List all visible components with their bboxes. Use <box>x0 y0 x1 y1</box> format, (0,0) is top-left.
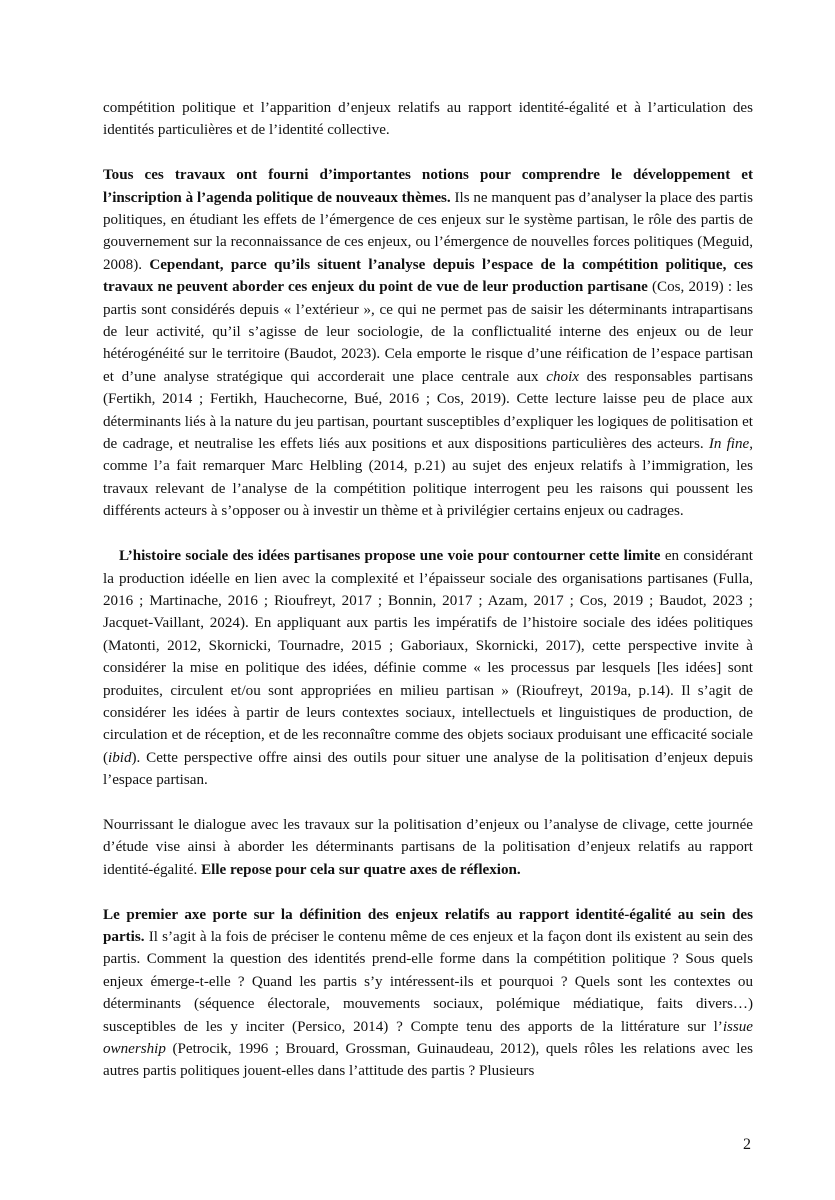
italic-text: choix <box>546 368 579 385</box>
paragraph <box>103 164 753 523</box>
text-span: en considérant la production idéelle en lien avec la complexité et l’épaisseur sociale des organisations partisanes (Fulla, 2016 ; Martinache, 2016 ; Rioufreyt, 2017 ; Bonnin, 2017 ; Azam, 2017 ; Cos, 2019 ; Baudot, 2023 ; Jacquet-Vaillant, 2024). En appliquant aux partis les impératifs de l’histoire sociale des idées politiques (Matonti, 2012, Skornicki, Tournadre, 2015 ; Gaboriaux, Skornicki, 2017), cette perspective invite à considérer la mise en politique des idées, définie comme « les processus par lesquels [les idées] sont produites, circulent et/ou sont appropriées en milieu partisan » (Rioufreyt, 2019a, p.14). Il s’agit de considérer les idées à partir de leurs contextes sociaux, intellectuels et linguistiques de production, de circulation et de réception, et de les reconnaître comme des objets sociaux produisant une efficacité sociale ( <box>103 548 753 766</box>
text-span: Il s’agit à la fois de préciser le contenu même de ces enjeux et la façon dont ils existent au sein des partis. Comment la question des identités prend-elle forme dans la compétition politique ? Sous quels enjeux émerge-t-elle ? Quand les partis s’y intéressent-ils et pourquoi ? Quels sont les contextes ou déterminants (séquence électorale, mouvements sociaux, polémique médiatique, faits divers…) susceptibles de les y inciter (Persico, 2014) ? Compte tenu des apports de la littérature sur l’ <box>103 928 753 1035</box>
paragraph <box>103 904 753 1083</box>
paragraph <box>103 545 753 791</box>
page-number: 2 <box>743 1136 751 1153</box>
bold-text: L’histoire sociale des idées partisanes propose une voie pour contourner cette limite <box>119 548 661 565</box>
text-span: (Petrocik, 1996 ; Brouard, Grossman, Guinaudeau, 2012), quels rôles les relations avec les autres partis politiques jouent-elles dans l’attitude des partis ? Plusieurs <box>103 1041 753 1080</box>
text-span: des responsables partisans (Fertikh, 2014 ; Fertikh, Hauchecorne, Bué, 2016 ; Cos, 2019). Cette lecture laisse peu de place aux déterminants liés à la nature du jeu partisan, pourtant susceptibles d’expliquer les logiques de politisation et de cadrage, et neutralise les effets liés aux positions et aux dispositions particulières des acteurs. <box>103 368 753 453</box>
text-span: , comme l’a fait remarquer Marc Helbling (2014, p.21) au sujet des enjeux relatifs à l’immigration, les travaux relevant de l’analyse de la compétition politique interrogent peu les raisons qui poussent les différents acteurs à s’opposer ou à investir un thème et à privilégier certains enjeux ou cadrages. <box>103 436 753 520</box>
bold-text: Elle repose pour cela sur quatre axes de réflexion. <box>201 861 521 878</box>
text-span: Ils ne manquent pas d’analyser la place des partis politiques, en étudiant les effets de l’émergence de ces enjeux sur le système partisan, le rôle des partis de gouvernement sur la reconnaissance de ces enjeux, ou l’émergence de nouvelles forces politiques (Meguid, 2008). <box>103 189 753 273</box>
bold-text: Le premier axe porte sur la définition des enjeux relatifs au rapport identité-égalité au sein des partis. <box>103 906 753 945</box>
italic-text: ibid <box>108 749 132 766</box>
text-span: ). Cette perspective offre ainsi des outils pour situer une analyse de la politisation d’enjeux depuis l’espace partisan. <box>103 749 753 789</box>
text-span: Nourrissant le dialogue avec les travaux sur la politisation d’enjeux ou l’analyse de clivage, cette journée d’étude vise ainsi à aborder les déterminants partisans de la politisation d’enjeux relatifs au rapport identité-égalité. <box>103 816 753 878</box>
italic-text: issue ownership <box>103 1018 753 1057</box>
italic-text: In fine <box>708 436 750 453</box>
bold-text: Tous ces travaux ont fourni d’importantes notions pour comprendre le développement et l’inscription à l’agenda politique de nouveaux thèmes. <box>103 167 753 206</box>
text-span: (Cos, 2019) : les partis sont considérés depuis « l’extérieur », ce qui ne permet pas de saisir les déterminants intrapartisans de leur activité, qu’il s’agisse de leur sociologie, de la conflictualité interne des enjeux ou de leur hétérogénéité sur le territoire (Baudot, 2023). Cela emporte le risque d’une réification de l’espace partisan et d’une analyse stratégique qui accorderait une place centrale aux <box>103 279 753 385</box>
paragraph <box>103 814 753 881</box>
paragraph <box>103 97 753 142</box>
text-span: compétition politique et l’apparition d’enjeux relatifs au rapport identité-égalité et à l’articulation des identités particulières et de l’identité collective. <box>103 100 753 139</box>
bold-text: Cependant, parce qu’ils situent l’analyse depuis l’espace de la compétition politique, ces travaux ne peuvent aborder ces enjeux du point de vue de leur production partisane <box>103 256 753 296</box>
document-body <box>103 97 753 1105</box>
